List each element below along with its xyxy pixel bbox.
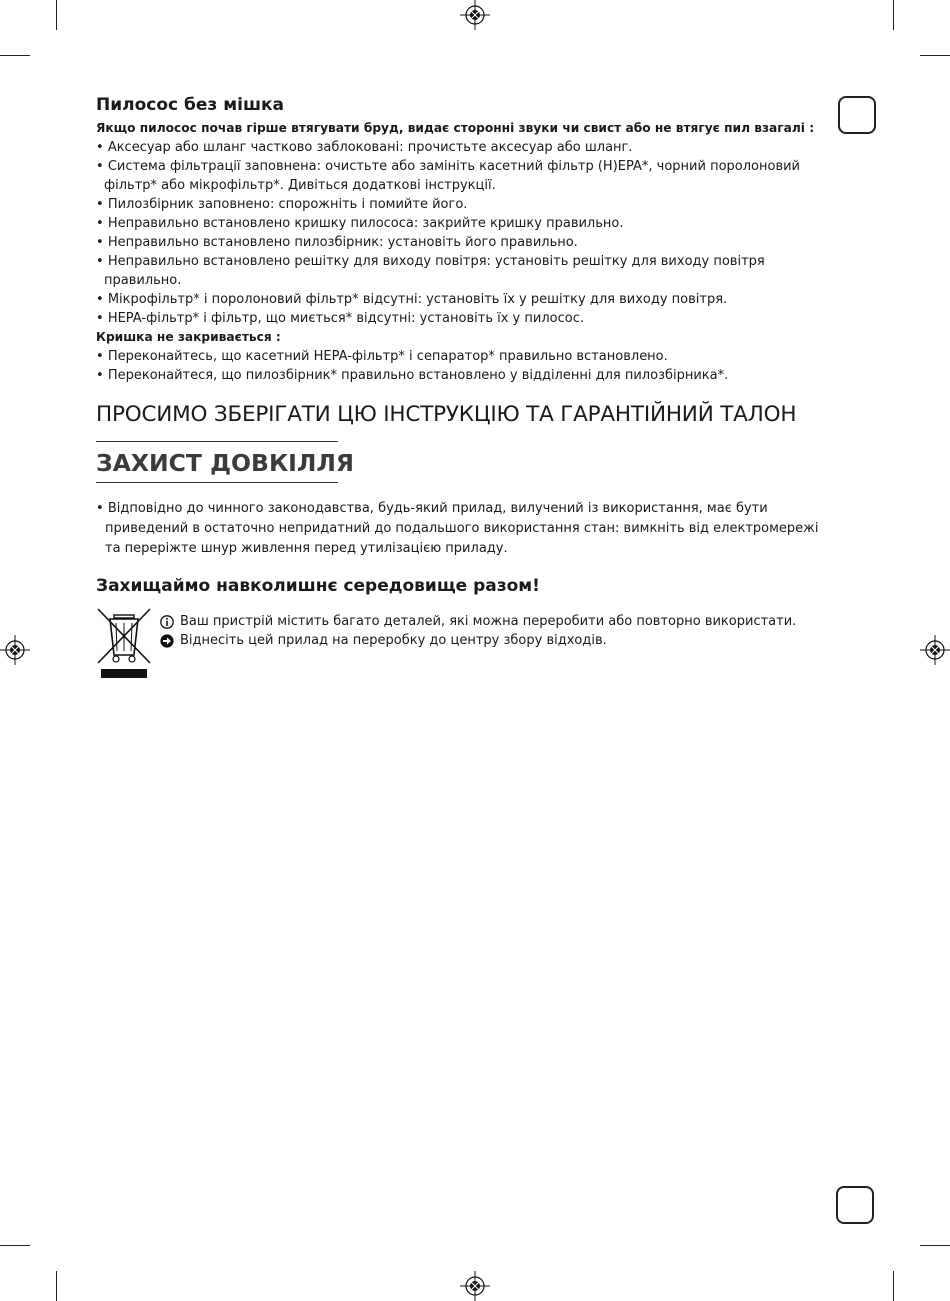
list-item: • HEPA-фільтр* і фільтр, що миється* відсутні: установіть їх у пилосос.: [96, 309, 836, 328]
crop-mark: [56, 0, 57, 30]
note-info-text: Ваш пристрій містить багато деталей, які можна переробити або повторно використати.: [180, 614, 797, 629]
crop-mark: [920, 55, 950, 56]
bagless-list: [96, 138, 836, 328]
list-item: • Переконайтесь, що касетний HEPA-фільтр* і сепаратор* правильно встановлено.: [96, 347, 836, 366]
note-info: [160, 612, 796, 631]
crop-mark: [920, 1245, 950, 1246]
crop-mark: [0, 1245, 30, 1246]
divider: [96, 482, 338, 483]
list-item: • Відповідно до чинного законодавства, будь-який прилад, вилучений із використання, має бути приведений в остаточно непридатний до подальшого використання стан: вимкніть від електромережі та переріжте шнур живлення перед утилізацією приладу.: [96, 499, 836, 559]
crop-mark: [893, 1271, 894, 1301]
note-recycle-text: Віднесіть цей прилад на переробку до центру збору відходів.: [180, 633, 607, 648]
note-recycle: [160, 631, 796, 650]
recycle-block: [96, 603, 836, 683]
lid-list: [96, 347, 836, 385]
list-item: • Аксесуар або шланг частково заблоковані: прочистьте аксесуар або шланг.: [96, 138, 836, 157]
crop-mark: [56, 1271, 57, 1301]
crossed-bin-icon: [96, 607, 152, 681]
registration-mark-icon: [920, 635, 950, 665]
list-item: • Система фільтрації заповнена: очистьте або замініть касетний фільтр (H)EPA*, чорний поролоновий фільтр* або мікрофільтр*. Дивіться додаткові інструкції.: [96, 157, 836, 195]
bagless-lead: Якщо пилосос почав гірше втягувати бруд, видає сторонні звуки чи свист або не втягує пил взагалі :: [96, 121, 815, 135]
info-icon: [160, 615, 174, 629]
list-item: • Неправильно встановлено решітку для виходу повітря: установіть решітку для виходу повітря правильно.: [96, 252, 836, 290]
bagless-title: Пилосос без мішка: [96, 95, 285, 115]
list-item: • Пилозбірник заповнено: спорожніть і помийте його.: [96, 195, 836, 214]
registration-mark-icon: [460, 0, 490, 30]
list-item: • Неправильно встановлено пилозбірник: установіть його правильно.: [96, 233, 836, 252]
arrow-right-icon: [160, 634, 174, 648]
together-title: Захищаймо навколишнє середовище разом!: [96, 576, 540, 596]
list-item: • Переконайтеся, що пилозбірник* правильно встановлено у відділенні для пилозбірника*.: [96, 366, 836, 385]
language-tab-box: [836, 1186, 874, 1224]
environment-title: ЗАХИСТ ДОВКІЛЛЯ: [96, 449, 355, 477]
crop-mark: [0, 55, 30, 56]
crop-mark: [893, 0, 894, 30]
registration-mark-icon: [0, 635, 30, 665]
environment-list: [96, 499, 836, 559]
page-content: [96, 94, 836, 683]
divider: [96, 441, 338, 442]
registration-mark-icon: [460, 1271, 490, 1301]
keep-instructions-notice: ПРОСИМО ЗБЕРІГАТИ ЦЮ ІНСТРУКЦІЮ ТА ГАРАНТІЙНИЙ ТАЛОН: [96, 402, 797, 427]
recycle-notes: [160, 612, 796, 650]
list-item: • Неправильно встановлено кришку пилососа: закрийте кришку правильно.: [96, 214, 836, 233]
language-tab-box: [838, 96, 876, 134]
lid-lead: Кришка не закривається :: [96, 330, 281, 344]
list-item: • Мікрофільтр* і поролоновий фільтр* відсутні: установіть їх у решітку для виходу повітря.: [96, 290, 836, 309]
